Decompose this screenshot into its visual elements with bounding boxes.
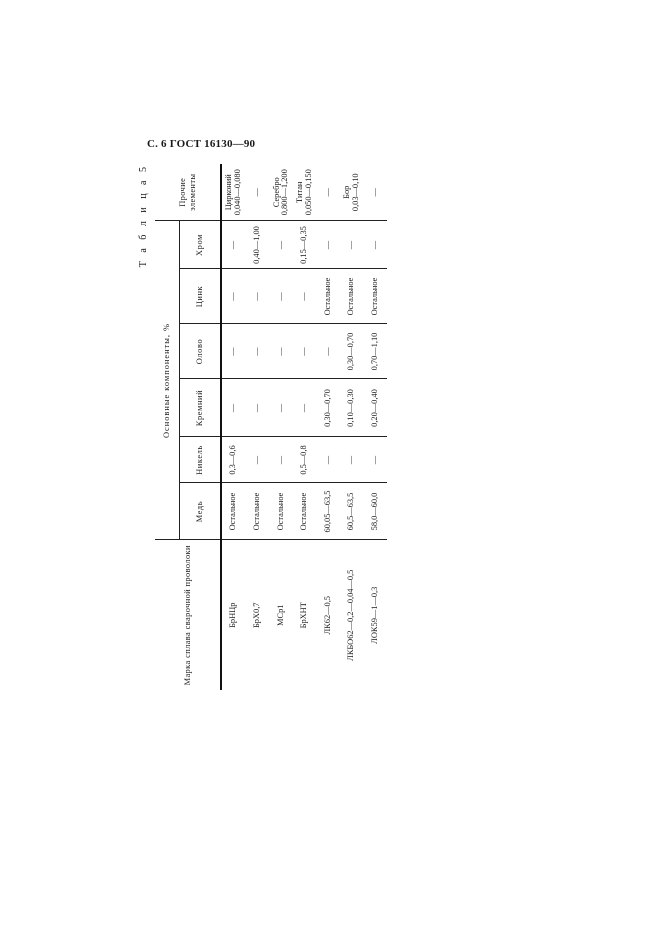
cell-other-line: — [370, 188, 379, 197]
cell-tin: — [221, 324, 246, 379]
table-row [340, 164, 364, 690]
cell-grade: БрНЦр [228, 602, 238, 628]
cell-silicon: — [269, 379, 293, 437]
table-row [246, 164, 270, 690]
cell-zinc: — [269, 269, 293, 324]
column-header-silicon: Кремний [180, 379, 222, 437]
cell-grade: ЛКБО62—0,2—0,04—0,5 [346, 569, 356, 661]
cell-silicon: 0,30—0,70 [316, 379, 340, 437]
cell-nickel: 0,5—0,8 [293, 437, 317, 483]
cell-other [221, 164, 246, 221]
rotated-table [138, 162, 387, 690]
cell-copper: 60,5—63,5 [340, 483, 364, 540]
cell-zinc: — [246, 269, 270, 324]
cell-tin: — [269, 324, 293, 379]
cell-copper: Остальное [269, 483, 293, 540]
cell-other [363, 164, 387, 221]
table-caption: Т а б л и ц а 5 [138, 164, 149, 268]
column-header-tin: Олово [180, 324, 222, 379]
table-row [316, 164, 340, 690]
cell-zinc: Остальное [363, 269, 387, 324]
cell-zinc: — [293, 269, 317, 324]
table-row [293, 164, 317, 690]
column-header-copper: Медь [180, 483, 222, 540]
cell-nickel: — [269, 437, 293, 483]
cell-nickel: — [246, 437, 270, 483]
cell-zinc: Остальное [340, 269, 364, 324]
cell-copper: 60,05—63,5 [316, 483, 340, 540]
cell-silicon: — [293, 379, 317, 437]
cell-grade: ЛК62—0,5 [322, 596, 332, 635]
cell-nickel: — [340, 437, 364, 483]
cell-tin: — [316, 324, 340, 379]
cell-copper: Остальное [221, 483, 246, 540]
cell-other-line: — [252, 188, 262, 197]
cell-other-line: 0,03—0,10 [350, 173, 360, 212]
cell-other-line: Цирконий [224, 174, 234, 211]
cell-chromium: 0,40—1,00 [246, 221, 270, 269]
page-header: С. 6 ГОСТ 16130—90 [147, 138, 256, 150]
cell-other-line: 0,050—0,150 [303, 169, 313, 216]
table-row [269, 164, 293, 690]
cell-silicon: 0,20—0,40 [363, 379, 387, 437]
cell-tin: 0,70—1,10 [363, 324, 387, 379]
cell-nickel: 0,3—0,6 [221, 437, 246, 483]
cell-silicon: — [221, 379, 246, 437]
column-header-grade: Марка сплава сварочной проволоки [155, 540, 221, 690]
cell-chromium: — [269, 221, 293, 269]
column-header-other-label: Прочие элементы [177, 173, 197, 211]
cell-grade: БрХ0,7 [252, 602, 262, 629]
column-header-chromium: Хром [180, 221, 222, 269]
cell-chromium: — [340, 221, 364, 269]
table-row [363, 164, 387, 690]
cell-chromium: 0,15—0,35 [293, 221, 317, 269]
cell-other-line: 0,800—1,200 [279, 169, 289, 216]
cell-chromium: — [316, 221, 340, 269]
cell-nickel: — [316, 437, 340, 483]
cell-other [269, 164, 293, 221]
cell-copper: Остальное [293, 483, 317, 540]
cell-zinc: — [221, 269, 246, 324]
cell-other [293, 164, 317, 221]
cell-copper: 58,0—60,0 [363, 483, 387, 540]
cell-other-line: Бор [342, 185, 352, 199]
cell-tin: 0,30—0,70 [340, 324, 364, 379]
column-header-other [155, 164, 221, 221]
cell-other-line: Серебро [271, 177, 281, 208]
cell-silicon: — [246, 379, 270, 437]
cell-other-line: — [322, 188, 332, 197]
cell-other [340, 164, 364, 221]
cell-other-line: 0,040—0,080 [232, 169, 242, 216]
cell-tin: — [293, 324, 317, 379]
cell-zinc: Остальное [316, 269, 340, 324]
cell-grade: ЛОК59—1—0,3 [369, 586, 379, 644]
cell-other-line: Титан [295, 181, 305, 203]
table-body [221, 164, 387, 690]
cell-copper: Остальное [246, 483, 270, 540]
column-header-zinc: Цинк [180, 269, 222, 324]
cell-grade: МСр1 [275, 604, 285, 626]
cell-nickel: — [363, 437, 387, 483]
cell-tin: — [246, 324, 270, 379]
column-header-nickel: Никель [180, 437, 222, 483]
cell-other [316, 164, 340, 221]
cell-chromium: — [221, 221, 246, 269]
alloy-composition-table [155, 164, 387, 690]
table-5-region [138, 162, 387, 690]
cell-grade: БрХНТ [299, 602, 309, 629]
cell-silicon: 0,10—0,30 [340, 379, 364, 437]
cell-other [246, 164, 270, 221]
cell-chromium: — [363, 221, 387, 269]
table-row [221, 164, 246, 690]
group-header-main-components: Основные компоненты, % [155, 221, 180, 540]
